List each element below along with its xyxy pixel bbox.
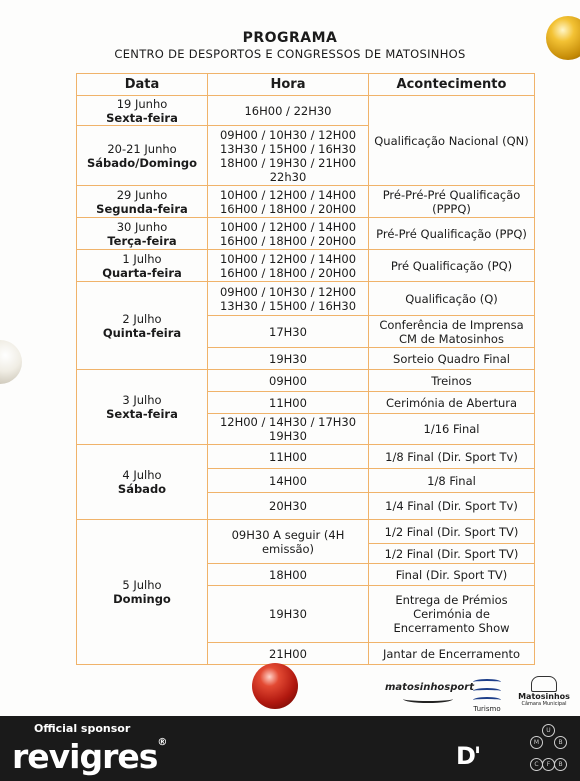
circle-letter: U: [542, 724, 555, 737]
page-subtitle: CENTRO DE DESPORTOS E CONGRESSOS DE MATOSINHOS: [114, 47, 466, 61]
event-cell: Entrega de Prémios Cerimónia de Encerramento Show: [369, 586, 535, 643]
date-day: 5 Julho: [122, 578, 162, 592]
date-cell: [77, 520, 208, 665]
event-cell: 1/2 Final (Dir. Sport TV): [369, 544, 535, 564]
header-hora: Hora: [208, 74, 369, 96]
date-day: 1 Julho: [122, 251, 162, 266]
date-day: 3 Julho: [122, 393, 162, 407]
event-cell: 1/8 Final: [369, 469, 535, 493]
event-cell: 1/16 Final: [369, 414, 535, 445]
event-cell: Conferência de Imprensa CM de Matosinhos: [369, 316, 535, 348]
table-row: [77, 445, 535, 469]
wave-icon: [473, 688, 501, 694]
event-cell: Jantar de Encerramento: [369, 643, 535, 665]
time-cell: 18H00: [208, 564, 369, 586]
event-cell: Qualificação (Q): [369, 282, 535, 316]
date-weekday: Sexta-feira: [106, 407, 178, 421]
red-ball-decoration: [252, 663, 298, 709]
brand-mark: D': [456, 742, 480, 770]
sponsor-label: Official sponsor: [34, 722, 131, 735]
table-row: [77, 282, 535, 316]
city-emblem-icon: [531, 676, 557, 692]
event-cell: Treinos: [369, 370, 535, 392]
time-cell: 10H00 / 12H00 / 14H00 16H00 / 18H00 / 20H00: [208, 186, 369, 218]
date-weekday: Segunda-feira: [96, 201, 188, 216]
matosinhossport-logo: matosinhosport: [385, 682, 474, 693]
event-cell: Final (Dir. Sport TV): [369, 564, 535, 586]
time-cell: 19H30: [208, 586, 369, 643]
date-day: 20-21 Junho: [107, 141, 177, 156]
date-day: 2 Julho: [122, 311, 162, 326]
circle-letter: M: [530, 736, 543, 749]
event-cell: Pré-Pré Qualificação (PPQ): [369, 218, 535, 250]
event-cell: 1/8 Final (Dir. Sport Tv): [369, 445, 535, 469]
date-day: 4 Julho: [122, 468, 162, 482]
time-cell: 16H00 / 22H30: [208, 96, 369, 126]
circle-letter: F: [542, 758, 555, 771]
date-cell: [77, 282, 208, 370]
date-weekday: Domingo: [113, 592, 171, 606]
time-cell: 20H30: [208, 493, 369, 520]
partner-logos: [385, 676, 575, 716]
page-title: PROGRAMA: [242, 30, 338, 46]
event-cell: 1/2 Final (Dir. Sport TV): [369, 520, 535, 544]
date-weekday: Quinta-feira: [102, 325, 182, 340]
wave-icon: [473, 679, 501, 685]
circle-letter: B: [554, 736, 567, 749]
registered-mark: ®: [157, 737, 167, 748]
time-cell: 10H00 / 12H00 / 14H00 16H00 / 18H00 / 20H00: [208, 218, 369, 250]
time-cell: 11H00: [208, 392, 369, 414]
date-weekday: Sábado: [117, 482, 167, 496]
sponsor-footer: [0, 716, 580, 781]
event-cell: Pré Qualificação (PQ): [369, 250, 535, 282]
turismo-logo: [471, 676, 503, 713]
table-row: [77, 520, 535, 544]
event-cell: Cerimónia de Abertura: [369, 392, 535, 414]
event-cell: Pré-Pré-Pré Qualificação (PPPQ): [369, 186, 535, 218]
camara-municipal-logo: [513, 676, 575, 707]
camara-title: Matosinhos: [518, 692, 570, 701]
date-day: 29 Junho: [116, 187, 168, 202]
time-cell: 10H00 / 12H00 / 14H00 16H00 / 18H00 / 20H00: [208, 250, 369, 282]
header-data: Data: [77, 74, 208, 96]
time-cell: 11H00: [208, 445, 369, 469]
brand-name: revigres: [12, 737, 158, 776]
date-day: 30 Junho: [116, 219, 168, 234]
table-row: [77, 186, 535, 218]
circle-letter: B: [554, 758, 567, 771]
wave-icon: [473, 697, 501, 703]
event-cell: Qualificação Nacional (QN): [369, 96, 535, 186]
revigres-logo: [12, 737, 166, 776]
date-cell: [77, 250, 208, 282]
time-cell: 19H30: [208, 348, 369, 370]
turismo-label: Turismo: [473, 705, 501, 713]
date-weekday: Quarta-feira: [102, 265, 182, 280]
time-cell: 21H00: [208, 643, 369, 665]
table-row: [77, 370, 535, 392]
date-cell: [77, 96, 208, 126]
header-acontecimento: Acontecimento: [369, 74, 535, 96]
circle-letter: C: [530, 758, 543, 771]
time-cell: 09H00: [208, 370, 369, 392]
time-cell: 17H30: [208, 316, 369, 348]
time-cell: 09H00 / 10H30 / 12H00 13H30 / 15H00 / 16H30: [208, 282, 369, 316]
table-row: [77, 96, 535, 126]
date-weekday: Sexta-feira: [106, 110, 178, 125]
time-cell: 09H30 A seguir (4H emissão): [208, 520, 369, 564]
date-day: 19 Junho: [116, 96, 168, 111]
date-weekday: Terça-feira: [107, 233, 177, 248]
schedule-table: [76, 73, 535, 665]
time-cell: 12H00 / 14H30 / 17H30 19H30: [208, 414, 369, 445]
white-ball-decoration: [0, 340, 22, 384]
date-cell: [77, 370, 208, 445]
camara-subtitle: Câmara Municipal: [521, 701, 567, 707]
table-header-row: [77, 74, 535, 96]
swoosh-icon: [403, 695, 453, 703]
time-cell: 09H00 / 10H30 / 12H00 13H30 / 15H00 / 16H30 18H00 / 19H30 / 21H00 22h30: [208, 126, 369, 186]
table-row: [77, 218, 535, 250]
date-cell: [77, 126, 208, 186]
date-cell: [77, 186, 208, 218]
event-cell: Sorteio Quadro Final: [369, 348, 535, 370]
date-cell: [77, 445, 208, 520]
time-cell: 14H00: [208, 469, 369, 493]
date-weekday: Sábado/Domingo: [86, 155, 198, 170]
federation-logos: [526, 724, 570, 774]
date-cell: [77, 218, 208, 250]
table-row: [77, 250, 535, 282]
event-cell: 1/4 Final (Dir. Sport Tv): [369, 493, 535, 520]
